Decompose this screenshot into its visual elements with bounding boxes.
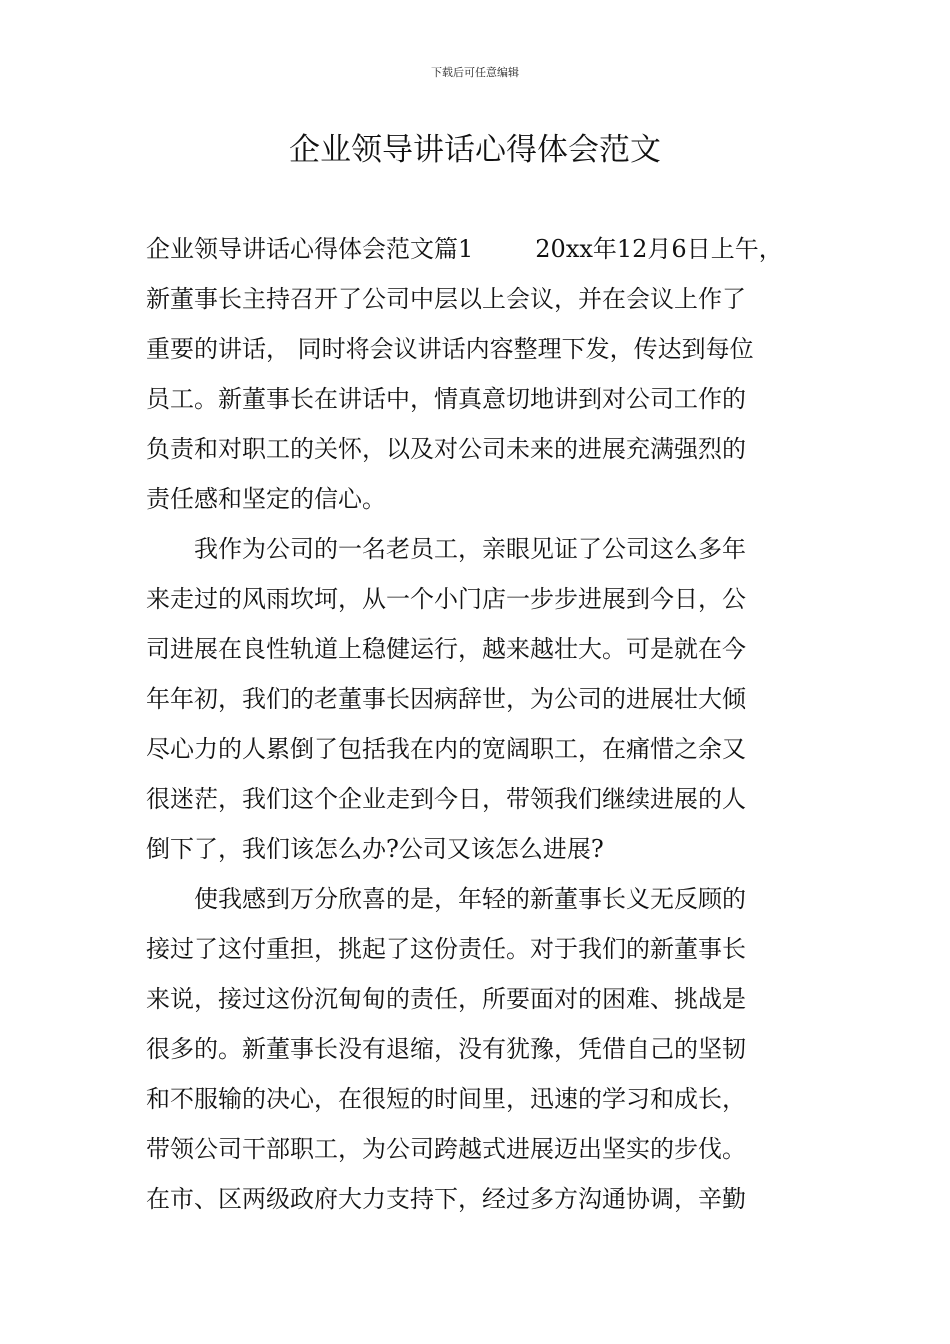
text-line: 年年初，我们的老董事长因病辞世，为公司的进展壮大倾	[146, 685, 746, 713]
paragraph-3	[146, 874, 810, 1224]
document-body	[146, 224, 810, 1224]
text-line: 和不服输的决心，在很短的时间里，迅速的学习和成长，	[146, 1085, 746, 1113]
text-line: 很多的。新董事长没有退缩，没有犹豫，凭借自己的坚韧	[146, 1035, 746, 1063]
text-line: 责任感和坚定的信心。	[146, 485, 386, 513]
text-line: 我作为公司的一名老员工，亲眼见证了公司这么多年	[194, 535, 746, 563]
text-line: 接过了这付重担，挑起了这份责任。对于我们的新董事长	[146, 935, 746, 963]
text-line: 来走过的风雨坎坷，从一个小门店一步步进展到今日，公	[146, 585, 746, 613]
text-line: 倒下了，我们该怎么办?公司又该怎么进展?	[146, 835, 604, 863]
date-text: 20xx年12月6日上午，	[535, 235, 783, 263]
text-line: 新董事长主持召开了公司中层以上会议，并在会议上作了	[146, 285, 746, 313]
text-line: 很迷茫，我们这个企业走到今日，带领我们继续进展的人	[146, 785, 746, 813]
text-line: 带领公司干部职工，为公司跨越式进展迈出坚实的步伐。	[146, 1135, 746, 1163]
text-line: 司进展在良性轨道上稳健运行，越来越壮大。可是就在今	[146, 635, 746, 663]
header-note: 下载后可任意编辑	[431, 66, 519, 79]
paragraph-1-first-line	[146, 224, 810, 274]
text-line: 尽心力的人累倒了包括我在内的宽阔职工，在痛惜之余又	[146, 735, 746, 763]
text-line: 使我感到万分欣喜的是，年轻的新董事长义无反顾的	[194, 885, 746, 913]
text-line: 来说，接过这份沉甸甸的责任，所要面对的困难、挑战是	[146, 985, 746, 1013]
document-title: 企业领导讲话心得体会范文	[289, 132, 661, 168]
text-line: 在市、区两级政府大力支持下，经过多方沟通协调，辛勤	[146, 1185, 746, 1213]
text-line: 重要的讲话， 同时将会议讲话内容整理下发，传达到每位	[146, 335, 754, 363]
paragraph-2	[146, 524, 810, 874]
text-line: 负责和对职工的关怀，以及对公司未来的进展充满强烈的	[146, 435, 746, 463]
paragraph-1	[146, 224, 810, 524]
section-heading: 企业领导讲话心得体会范文篇1	[146, 235, 474, 263]
text-line: 员工。新董事长在讲话中，情真意切地讲到对公司工作的	[146, 385, 746, 413]
